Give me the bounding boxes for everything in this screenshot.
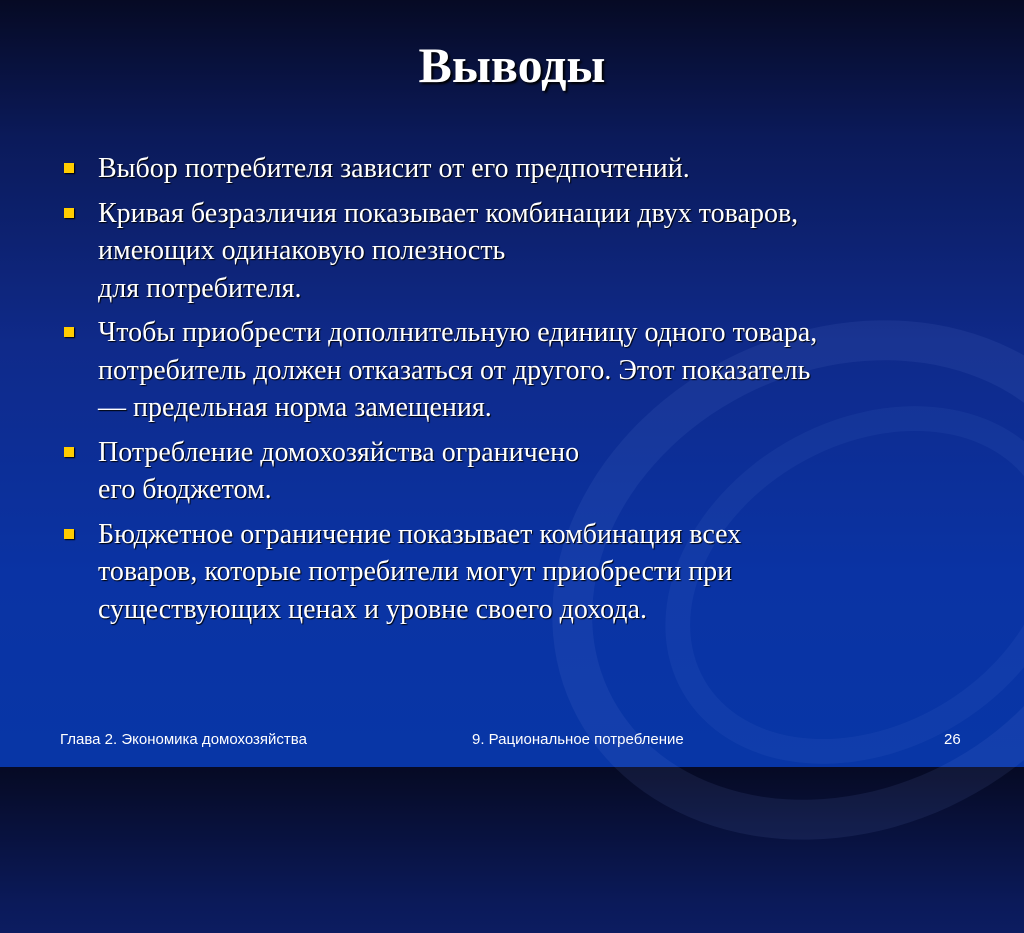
bullet-square-icon — [64, 208, 74, 218]
bullet-item — [60, 195, 980, 308]
page-number: 26 — [944, 731, 961, 748]
bullet-item — [60, 434, 980, 509]
bullet-square-icon — [64, 163, 74, 173]
bullet-text: его бюджетом. — [98, 474, 272, 505]
bullet-text: Бюджетное ограничение показывает комбинация всех — [98, 518, 742, 550]
bullet-text: Чтобы приобрести дополнительную единицу одного товара, — [98, 317, 818, 348]
bullet-list — [60, 150, 980, 635]
bullet-square-icon — [64, 447, 74, 457]
bullet-item — [60, 314, 980, 427]
bullet-square-icon — [64, 529, 74, 539]
bullet-text: товаров, которые потребители могут приобрести при — [98, 556, 733, 587]
bullet-text: для потребителя. — [98, 272, 302, 304]
bullet-square-icon — [64, 327, 74, 337]
bullet-text: имеющих одинаковую полезность — [98, 235, 506, 266]
footer-section: 9. Рациональное потребление — [472, 731, 684, 748]
bullet-text: Потребление домохозяйства ограничено — [98, 436, 580, 468]
footer-chapter: Глава 2. Экономика домохозяйства — [60, 731, 307, 748]
bullet-item — [60, 516, 980, 629]
bullet-text: Кривая безразличия показывает комбинации двух товаров, — [98, 197, 799, 229]
slide-title: Выводы — [418, 37, 606, 93]
bullet-text: — предельная норма замещения. — [98, 392, 492, 423]
bullet-text: потребитель должен отказаться от другого. Этот показатель — [98, 354, 811, 386]
bullet-text: существующих ценах и уровне своего дохода. — [98, 593, 647, 625]
bullet-text: Выбор потребителя зависит от его предпочтений. — [98, 153, 690, 184]
bullet-item — [60, 150, 980, 188]
